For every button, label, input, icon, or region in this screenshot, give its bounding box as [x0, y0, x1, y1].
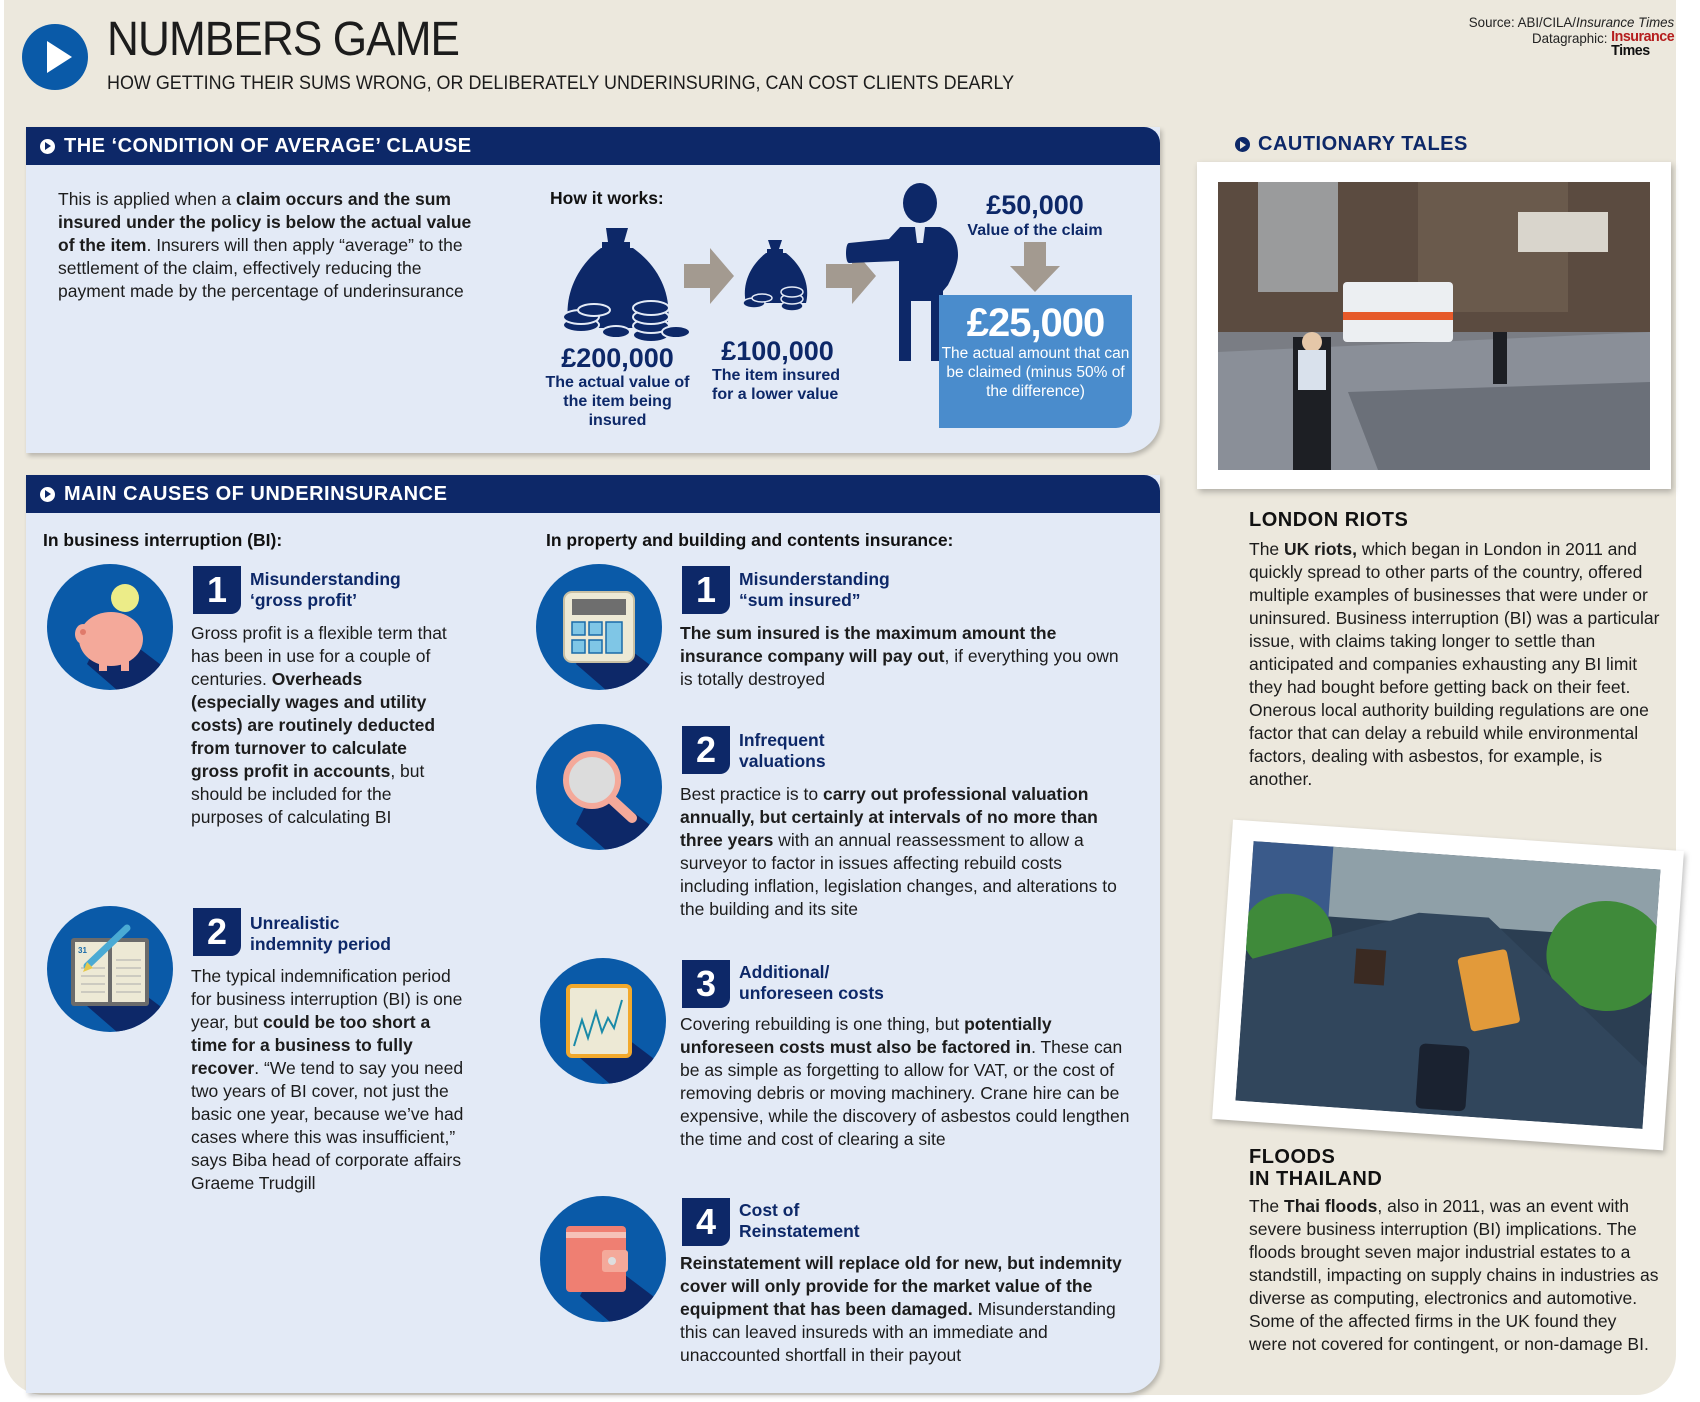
svg-text:31: 31 [78, 946, 87, 955]
item-body [191, 965, 466, 1195]
body-text-2: with an annual reassessment to allow a surveyor to factor in issues affecting rebuild costs including inflation, legislation changes, and alterations to the building and its site [680, 830, 1117, 919]
page-title: NUMBERS GAME [107, 13, 460, 66]
body-bold: Overheads (especially wages and utility costs) are routinely deducted from turnover to calculate gross profit in accounts [191, 669, 436, 781]
item-title-line-2: “sum insured” [739, 590, 861, 610]
heading-line-2: IN THAILAND [1249, 1168, 1383, 1190]
datagraphic-label: Datagraphic: [1531, 30, 1608, 46]
item-title-line-1: Misunderstanding [739, 569, 890, 589]
item-body [191, 622, 451, 829]
bullet-play-icon [1235, 137, 1250, 152]
body-text-2: , but should be included for the purposes of calculating BI [191, 761, 425, 827]
number-badge: 4 [682, 1198, 730, 1246]
item-title [739, 569, 890, 611]
page-subtitle: HOW GETTING THEIR SUMS WRONG, OR DELIBERATELY UNDERINSURING, CAN COST CLIENTS DEARLY [107, 72, 1015, 94]
body-bold: potentially unforeseen costs must also be factored in [680, 1014, 1052, 1057]
magnifier-icon [536, 724, 662, 850]
logo-line-1: Insurance [1610, 28, 1674, 45]
cautionary-tales-heading [1235, 133, 1468, 156]
wallet-icon [540, 1196, 666, 1322]
thailand-floods-photo [1235, 841, 1660, 1129]
section-heading: THE ‘CONDITION OF AVERAGE’ CLAUSE [64, 134, 472, 157]
bullet-play-icon [40, 487, 55, 502]
item-title [739, 730, 826, 772]
logo-line-2: Times [1610, 42, 1650, 59]
number-badge: 1 [193, 566, 241, 614]
item-title-line-2: unforeseen costs [739, 983, 884, 1003]
london-riots-photo-frame [1197, 162, 1671, 489]
average-clause-intro [58, 188, 478, 303]
body-bold: carry out professional valuation annually, but certainly at intervals of no more than three years [680, 784, 1098, 850]
money-bag-small-icon [742, 236, 812, 316]
body-text-2: . “We tend to say you need two years of BI cover, not just the basic one year, because we’ve had cases where this was insufficient,” says Biba head of corporate affairs Graeme Trudgill [191, 1058, 464, 1193]
thailand-floods-text [1249, 1195, 1659, 1356]
line-chart-icon [540, 958, 666, 1084]
number-badge: 1 [682, 566, 730, 614]
result-label: The actual amount that can be claimed (minus 50% of the difference) [941, 345, 1130, 400]
diary-pen-icon [47, 906, 173, 1032]
item-body [680, 783, 1130, 921]
story-bold: UK riots, [1284, 539, 1357, 559]
item-body [680, 1013, 1130, 1151]
step-1-label: The actual value of the item being insured [545, 374, 690, 429]
property-column-heading: In property and building and contents insurance: [546, 530, 954, 550]
body-text: Covering rebuilding is one thing, but [680, 1014, 965, 1034]
item-title [739, 1200, 860, 1242]
result-box [939, 295, 1132, 428]
intro-bold: claim occurs and the sum insured under the policy is below the actual value of the item [58, 189, 472, 255]
right-arrow-icon [684, 248, 734, 304]
down-arrow-icon [1010, 242, 1060, 292]
insurance-times-logo [1611, 30, 1674, 58]
piggy-bank-icon [47, 564, 173, 690]
item-title-line-1: Misunderstanding [250, 569, 401, 589]
result-amount: £25,000 [966, 301, 1105, 345]
item-title-line-1: Infrequent [739, 730, 825, 750]
step-1-amount: £200,000 [561, 343, 674, 373]
story-text: The [1249, 539, 1285, 559]
london-riots-photo [1218, 182, 1650, 470]
body-text: Best practice is to [680, 784, 823, 804]
item-title-line-2: Reinstatement [739, 1221, 860, 1241]
heading-text: CAUTIONARY TALES [1258, 133, 1468, 155]
thailand-floods-heading [1249, 1146, 1382, 1190]
number-badge: 2 [682, 726, 730, 774]
bullet-play-icon [40, 139, 55, 154]
story-text-2: , also in 2011, was an event with severe business interruption (BI) implications. The floods brought seven major industrial estates to a standstill, impacting on supply chains in industries as diverse as computing, electronics and automotive. Some of the affected firms in the UK found they were not covered for contingent, or non-damage BI. [1249, 1196, 1659, 1354]
number-badge: 3 [682, 960, 730, 1008]
heading-line-1: FLOODS [1249, 1146, 1336, 1168]
how-it-works-label: How it works: [550, 188, 664, 208]
body-bold: Reinstatement will replace old for new, but indemnity cover will only provide for the market value of the equipment that has been damaged. [680, 1253, 1122, 1319]
item-title-line-1: Unrealistic [250, 913, 340, 933]
bi-column-heading: In business interruption (BI): [43, 530, 283, 550]
money-bag-icon [556, 220, 691, 345]
story-bold: Thai floods [1284, 1196, 1378, 1216]
section-heading: MAIN CAUSES OF UNDERINSURANCE [64, 482, 448, 505]
london-riots-heading: LONDON RIOTS [1249, 509, 1409, 531]
body-text-2: , if everything you own is totally destroyed [680, 646, 1119, 689]
play-icon [22, 24, 88, 90]
source-italic: Insurance Times [1575, 14, 1674, 30]
number-badge: 2 [193, 908, 241, 956]
body-text-2: . These can be as simple as forgetting to allow for VAT, or the cost of removing debris or moving machinery. Crane hire can be expensive, while the discovery of asbestos could lengthen the time and cost of clearing a site [680, 1037, 1130, 1149]
intro-text: This is applied when a [58, 189, 237, 209]
story-text-2: which began in London in 2011 and quickly spread to other parts of the country, offered multiple examples of businesses that were under or uninsured. Business interruption (BI) was a particular issue, with claims taking longer to settle than anticipated and companies exhausting any BI limit they had bought before getting back on their feet. Onerous local authority building regulations are one factor that can delay a rebuild while environmental factors, dealing with asbestos, for example, is another. [1249, 539, 1660, 789]
calculator-icon [536, 564, 662, 690]
intro-text-2: . Insurers will then apply “average” to the settlement of the claim, effectively reducing the payment made by the percentage of underinsurance [58, 235, 464, 301]
item-title [250, 913, 391, 955]
average-clause-header [26, 127, 1160, 165]
source-prefix: Source: ABI/CILA/ [1468, 14, 1576, 30]
london-riots-text [1249, 538, 1664, 791]
item-title-line-1: Cost of [739, 1200, 800, 1220]
source-credit [1469, 14, 1674, 58]
body-text: Gross profit is a flexible term that has been in use for a couple of centuries. [191, 623, 447, 689]
item-title-line-2: ‘gross profit’ [250, 590, 357, 610]
item-title [250, 569, 401, 611]
body-text-2: Misunderstanding this can leaved insureds with an immediate and unaccounted shortfall in their payout [680, 1299, 1116, 1365]
story-text: The [1249, 1196, 1285, 1216]
body-bold: The sum insured is the maximum amount the insurance company will pay out [680, 623, 1057, 666]
item-title-line-2: valuations [739, 751, 826, 771]
body-bold: could be too short a time for a business to fully recover [191, 1012, 431, 1078]
step-3-label: Value of the claim [967, 222, 1103, 239]
item-body [680, 622, 1130, 691]
step-3-amount: £50,000 [986, 190, 1084, 220]
step-2-label: The item insured for a lower value [712, 367, 841, 403]
thailand-floods-photo-frame [1212, 820, 1684, 1151]
item-title-line-1: Additional/ [739, 962, 830, 982]
item-body [680, 1252, 1130, 1367]
causes-header [26, 475, 1160, 513]
step-2-amount: £100,000 [721, 336, 834, 366]
item-title [739, 962, 884, 1004]
item-title-line-2: indemnity period [250, 934, 391, 954]
body-text: The typical indemnification period for business interruption (BI) is one year, but [191, 966, 463, 1032]
